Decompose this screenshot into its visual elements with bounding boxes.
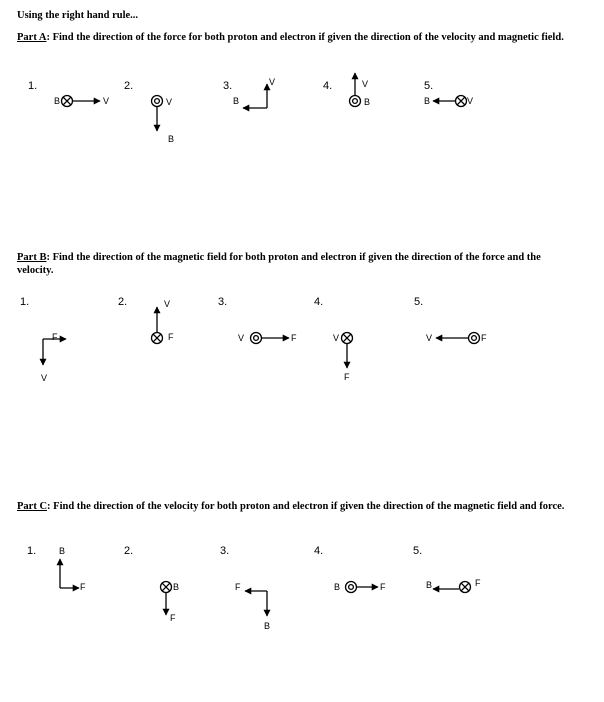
part-a-problem-2-number: 2.	[124, 80, 134, 92]
part-c-3-label-f: F	[235, 582, 241, 592]
part-a-3-label-v: V	[269, 77, 276, 87]
part-a-5-label-b: B	[424, 96, 431, 106]
part-a-4-label-v: V	[362, 79, 369, 89]
part-a-5-label-v: V	[467, 96, 474, 106]
part-c-5-label-b: B	[426, 580, 433, 590]
part-c-4-label-b: B	[334, 582, 341, 592]
part-a-problem-3-number: 3.	[223, 80, 233, 92]
part-a-2-out-of-page-icon	[152, 96, 163, 107]
part-c-4-out-of-page-icon	[346, 582, 357, 593]
part-c-instructions: : Find the direction of the velocity for both proton and electron if given the direction of the magnetic field and force.	[47, 501, 565, 512]
part-b-3-out-of-page-icon	[251, 333, 262, 344]
part-c-4-label-f: F	[380, 582, 386, 592]
part-a-1-label-b: B	[54, 96, 61, 106]
part-a-label: Part A	[17, 32, 47, 43]
part-c-problem-3-number: 3.	[220, 545, 230, 557]
part-b-5-out-of-page-icon	[469, 333, 480, 344]
part-c-2-label-f: F	[170, 613, 176, 623]
part-a-1-into-page-icon	[62, 96, 73, 107]
part-b-2-label-v: V	[164, 299, 171, 309]
part-b-1-label-f: F	[52, 332, 58, 342]
part-b-2-label-f: F	[168, 332, 174, 342]
part-b-problem-1-number: 1.	[20, 296, 30, 308]
part-b-4-label-f: F	[344, 372, 350, 382]
part-c-1-label-f: F	[80, 582, 86, 592]
part-b-problem-2-number: 2.	[118, 296, 128, 308]
part-c-problem-1-number: 1.	[27, 545, 37, 557]
part-b-4-label-v: V	[333, 333, 340, 343]
part-a-instructions: : Find the direction of the force for both proton and electron if given the direction of the velocity and magnetic field.	[46, 32, 564, 43]
part-a-5-into-page-icon	[456, 96, 467, 107]
part-c-5-into-page-icon	[460, 582, 471, 593]
part-c-problem-5-number: 5.	[413, 545, 423, 557]
part-a-2-label-v: V	[166, 97, 173, 107]
part-b-problem-3-number: 3.	[218, 296, 228, 308]
part-c-1-label-b: B	[59, 546, 66, 556]
worksheet-title: Using the right hand rule...	[17, 10, 139, 21]
part-b-3-label-v: V	[238, 333, 245, 343]
part-b-1-label-v: V	[41, 373, 48, 383]
part-a-problem-5-number: 5.	[424, 80, 434, 92]
part-c-problem-2-number: 2.	[124, 545, 134, 557]
part-b-5-label-f: F	[481, 333, 487, 343]
part-b-problem-4-number: 4.	[314, 296, 324, 308]
part-c-2-label-b: B	[173, 582, 180, 592]
part-a-1-label-v: V	[103, 96, 110, 106]
part-a-2-label-b: B	[168, 134, 175, 144]
part-a-4-label-b: B	[364, 97, 371, 107]
part-b-2-into-page-icon	[152, 333, 163, 344]
part-b-4-into-page-icon	[342, 333, 353, 344]
part-a-problem-1-number: 1.	[28, 80, 38, 92]
part-a-problem-4-number: 4.	[323, 80, 333, 92]
part-c-label: Part C	[17, 501, 48, 512]
part-b-label: Part B	[17, 252, 47, 263]
part-c-3-label-b: B	[264, 621, 271, 631]
part-b-5-label-v: V	[426, 333, 433, 343]
part-a-3-label-b: B	[233, 96, 240, 106]
part-c-2-into-page-icon	[161, 582, 172, 593]
part-c-problem-4-number: 4.	[314, 545, 324, 557]
part-c-5-label-f: F	[475, 578, 481, 588]
part-a-4-out-of-page-icon	[350, 96, 361, 107]
part-b-instructions: : Find the direction of the magnetic field for both proton and electron if given the direction of the force and the velocity.	[17, 252, 541, 276]
part-b-3-label-f: F	[291, 333, 297, 343]
part-b-problem-5-number: 5.	[414, 296, 424, 308]
